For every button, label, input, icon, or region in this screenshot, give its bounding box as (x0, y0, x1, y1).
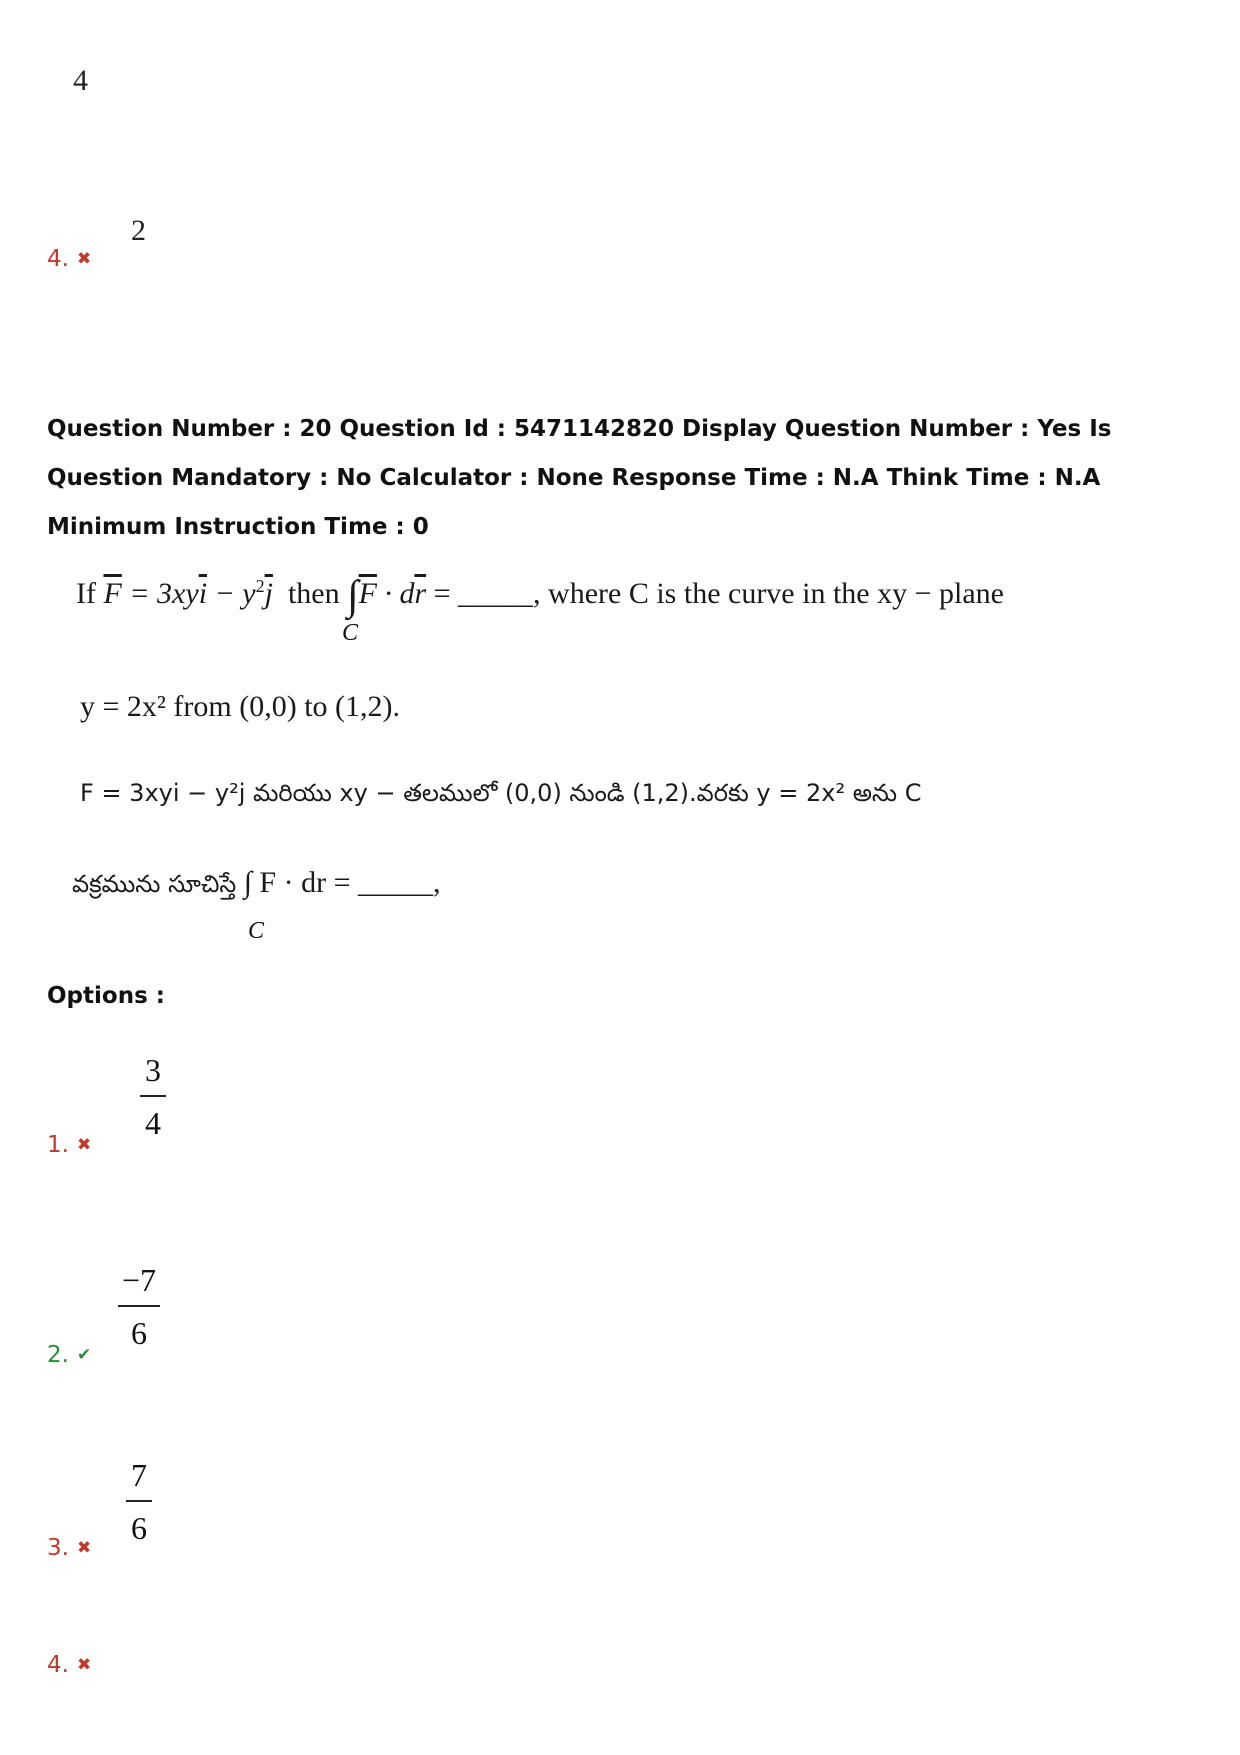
fraction-bar (118, 1305, 160, 1307)
option-2 (47, 1342, 91, 1368)
question-english-line1 (76, 572, 1004, 620)
option-number: 4. (47, 246, 69, 272)
cross-icon: ✖ (76, 1135, 92, 1155)
denominator: 4 (145, 1104, 161, 1141)
integral-subscript-c: C (342, 620, 359, 646)
question-english-line2: y = 2x² from (0,0) to (1,2). (80, 690, 401, 723)
text-if: If (76, 577, 96, 610)
numerator: 3 (145, 1052, 161, 1088)
telugu-line2-text: వక్రమును సూచిస్తే (72, 870, 237, 898)
option-2-fraction (118, 1262, 160, 1352)
numerator: −7 (121, 1262, 157, 1298)
answer-blank: = _____ (426, 577, 534, 610)
option-number: 2. (47, 1342, 69, 1368)
integral-sign: ∫ (347, 573, 359, 619)
option-number: 3. (47, 1535, 69, 1561)
denominator: 6 (131, 1314, 147, 1351)
option-3-fraction (126, 1457, 152, 1547)
question-telugu-line2 (72, 866, 441, 904)
check-icon: ✔ (76, 1345, 92, 1365)
option-1 (47, 1132, 91, 1158)
question-meta: Question Number : 20 Question Id : 5471142820 Display Question Number : Yes Is Question Mandatory : No Calculator : None Response Time : N.A Think Time : N.A Minimum Instruction Time : 0 (47, 416, 1112, 540)
denominator: 6 (131, 1509, 147, 1546)
unit-i: $\overline{i}$ (198, 577, 208, 610)
text-minus: − y (207, 577, 256, 610)
prev-option3-value: 4 (73, 64, 88, 97)
fraction-bar (126, 1500, 152, 1502)
vector-r: $\overline{r}$ (414, 577, 427, 610)
integrand-f: $\overline{F}$ (358, 577, 377, 610)
prev-option4-value: 2 (131, 214, 146, 247)
exponent-2: 2 (255, 576, 265, 596)
numerator: 7 (131, 1457, 147, 1493)
option-1-fraction (140, 1052, 166, 1142)
text-dot-dr: · d (376, 577, 415, 610)
prev-option-4 (47, 246, 91, 272)
vector-f: $\overline{F}$ (103, 577, 122, 610)
telugu-integral-subscript-c: C (248, 918, 265, 944)
text-eq1: = 3xy (121, 577, 199, 610)
cross-icon: ✖ (76, 249, 92, 269)
option-number: 4. (47, 1652, 69, 1678)
option-4 (47, 1652, 91, 1678)
fraction-bar (140, 1095, 166, 1097)
question-telugu-line1 (80, 775, 921, 813)
option-3 (47, 1535, 91, 1561)
text-where: , where C is the curve in the xy − plane (533, 577, 1004, 610)
telugu-line1-text: F = 3xyi − y²j మరియు xy − తలములో (0,0) నుండి (1,2).వరకు y = 2x² అను C (80, 779, 922, 807)
cross-icon: ✖ (76, 1538, 92, 1558)
telugu-line2-math: ∫ F · dr = _____, (243, 866, 441, 899)
option-number: 1. (47, 1132, 69, 1158)
unit-j: $\overline{j}$ (264, 577, 273, 610)
text-then: then (287, 577, 340, 610)
options-label: Options : (47, 983, 165, 1009)
cross-icon: ✖ (76, 1655, 92, 1675)
